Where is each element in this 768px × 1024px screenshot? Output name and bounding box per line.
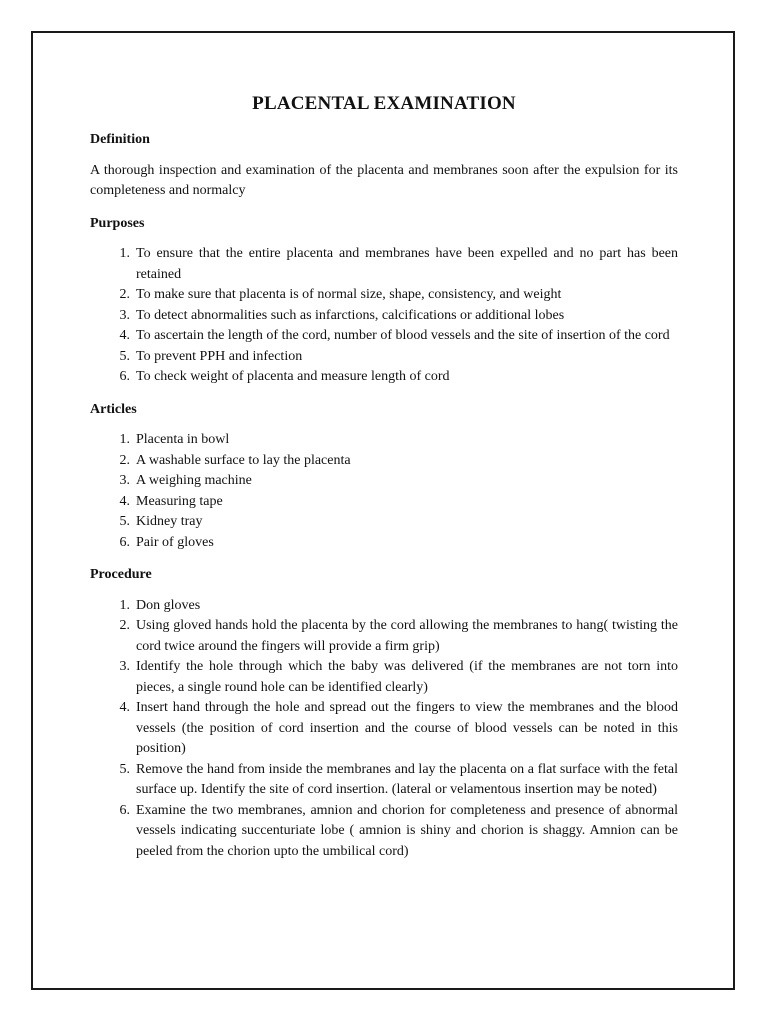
section-heading-purposes: Purposes <box>90 215 145 231</box>
list-item: 4. Insert hand through the hole and spread out the fingers to view the membranes and the blood vessels (the position of cord insertion and the course of blood vessels can be noted in this position) <box>90 698 678 760</box>
list-number: 5. <box>119 761 130 777</box>
definition-paragraph: A thorough inspection and examination of the placenta and membranes soon after the expulsion for its completeness and normalcy <box>90 162 678 198</box>
list-item: 5. Remove the hand from inside the membranes and lay the placenta on a flat surface with the fetal surface up. Identify the site of cord insertion. (lateral or velamentous insertion may be noted) <box>90 760 678 801</box>
purposes-list <box>90 244 678 388</box>
list-item: 5. To prevent PPH and infection <box>90 347 678 368</box>
list-number: 3. <box>119 659 130 674</box>
list-number: 1. <box>119 246 130 261</box>
list-number: 1. <box>119 597 130 613</box>
list-item: 6. Examine the two membranes, amnion and chorion for completeness and presence of abnormal vessels indicating succenturiate lobe ( amnion is shiny and chorion is shaggy. Amnion can be peeled from the chorion upto the umbilical cord) <box>90 801 678 863</box>
list-item: 5. Kidney tray <box>90 512 678 533</box>
list-item: 4. Measuring tape <box>90 492 678 513</box>
document-title: PLACENTAL EXAMINATION <box>252 93 516 114</box>
list-number: 3. <box>119 307 130 323</box>
list-item: 1. Placenta in bowl <box>90 430 678 451</box>
section-heading-articles: Articles <box>90 401 137 417</box>
section-heading-procedure: Procedure <box>90 567 152 582</box>
list-item: 2. To make sure that placenta is of normal size, shape, consistency, and weight <box>90 285 678 306</box>
list-item: 2. A washable surface to lay the placenta <box>90 451 678 472</box>
list-number: 4. <box>119 328 130 343</box>
list-item: 1. Don gloves <box>90 596 678 617</box>
list-item: 3. A weighing machine <box>90 471 678 492</box>
list-item: 3. Identify the hole through which the baby was delivered (if the membranes are not torn into pieces, a single round hole can be identified clearly) <box>90 657 678 698</box>
list-number: 2. <box>119 618 130 633</box>
list-number: 2. <box>119 287 130 302</box>
list-number: 6. <box>119 802 130 818</box>
list-number: 5. <box>119 514 130 529</box>
document-body <box>90 92 678 874</box>
list-number: 1. <box>119 432 130 447</box>
list-number: 5. <box>119 348 130 364</box>
list-number: 3. <box>119 473 130 488</box>
procedure-list <box>90 596 678 863</box>
list-number: 4. <box>119 700 130 715</box>
list-item: 2. Using gloved hands hold the placenta by the cord allowing the membranes to hang( twisting the cord twice around the fingers will provide a firm grip) <box>90 616 678 657</box>
list-item: 1. To ensure that the entire placenta and membranes have been expelled and no part has been retained <box>90 244 678 285</box>
list-number: 6. <box>119 369 130 384</box>
list-number: 2. <box>119 452 130 468</box>
list-number: 6. <box>119 534 130 550</box>
list-number: 4. <box>119 493 130 509</box>
articles-list <box>90 430 678 553</box>
section-heading-definition: Definition <box>90 132 150 147</box>
list-item: 6. Pair of gloves <box>90 533 678 554</box>
list-item: 3. To detect abnormalities such as infarctions, calcifications or additional lobes <box>90 306 678 327</box>
list-item: 6. To check weight of placenta and measure length of cord <box>90 367 678 388</box>
list-item: 4. To ascertain the length of the cord, number of blood vessels and the site of insertion of the cord <box>90 326 678 347</box>
